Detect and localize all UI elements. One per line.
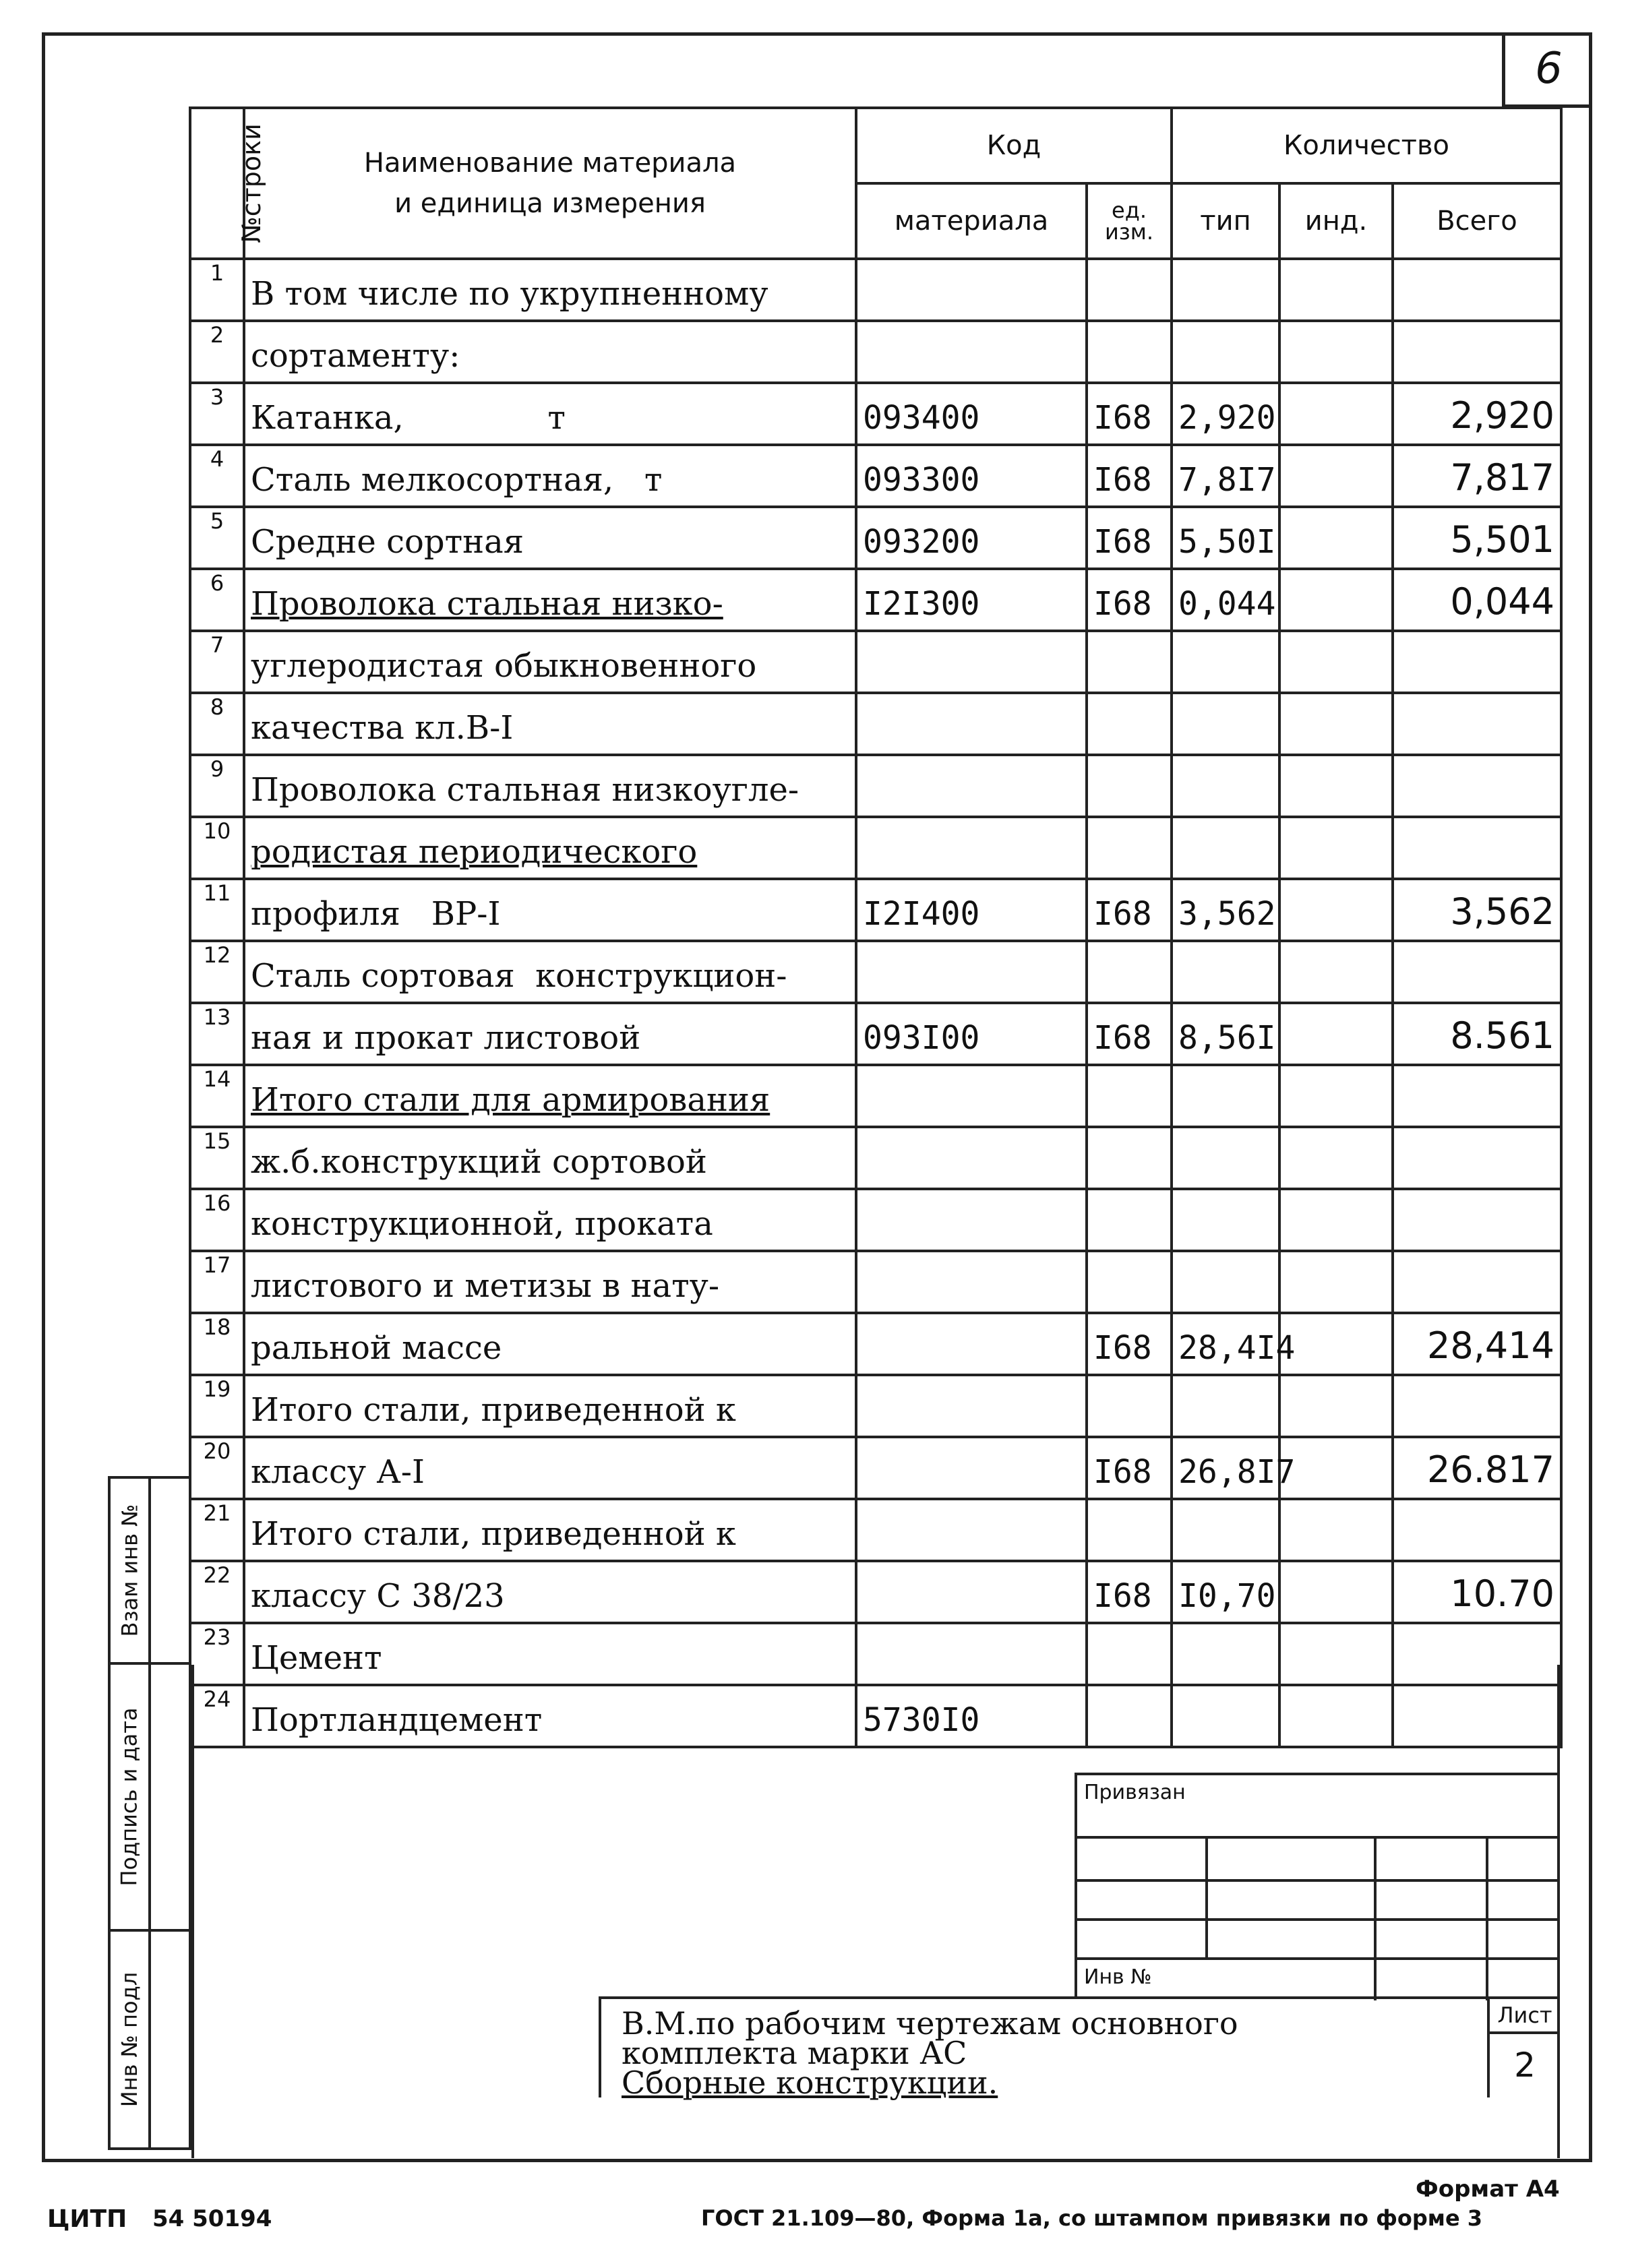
table-row: 10 родистая периодического — [190, 817, 1561, 879]
header-code-unit: ед. изм. — [1087, 183, 1172, 259]
sign-date-cell — [108, 1662, 191, 1932]
row-name: Сталь сортовая конструкцион- — [244, 941, 856, 1003]
doc-number: 54 50194 — [152, 2205, 272, 2232]
table-row: 9 Проволока стальная низкоугле- — [190, 755, 1561, 817]
table-row: 12 Сталь сортовая конструкцион- — [190, 941, 1561, 1003]
left-side-strip — [108, 1476, 191, 2150]
table-row: 15 ж.б.конструкций сортовой — [190, 1127, 1561, 1189]
table-row: 22 классу С 38/23 I68 I0,70 10.70 — [190, 1561, 1561, 1623]
row-name: Итого стали, приведенной к — [244, 1375, 856, 1437]
document-title: В.М.по рабочим чертежам основного комплекта марки АС Сборные конструкции. — [622, 2005, 1238, 2101]
table-row: 20 классу А-I I68 26,8I7 26.817 — [190, 1437, 1561, 1499]
zam-inv-cell — [108, 1476, 191, 1665]
row-name: Итого стали для армирования — [244, 1065, 856, 1127]
table-row: 11 профиля ВР-I I2I400 I68 3,562 3,562 — [190, 879, 1561, 941]
row-name: ж.б.конструкций сортовой — [244, 1127, 856, 1189]
header-row-number: №строки — [190, 108, 244, 259]
table-row: 8 качества кл.В-I — [190, 693, 1561, 755]
sign-date-label: Подпись и дата — [117, 1707, 142, 1887]
row-name: сортаменту: — [244, 321, 856, 383]
row-name: качества кл.В-I — [244, 693, 856, 755]
table-row: 24 Портландцемент 5730I0 — [190, 1685, 1561, 1747]
row-name: родистая периодического — [244, 817, 856, 879]
table-row: 17 листового и метизы в нату- — [190, 1251, 1561, 1313]
row-name: конструкционной, проката — [244, 1189, 856, 1251]
row-name: листового и метизы в нату- — [244, 1251, 856, 1313]
sheet-box — [1487, 1999, 1560, 2097]
row-name: классу С 38/23 — [244, 1561, 856, 1623]
row-name: Итого стали, приведенной к — [244, 1499, 856, 1561]
page-number: 6 — [1502, 32, 1592, 108]
inv-podl-cell — [108, 1929, 191, 2150]
binding-stamp — [1075, 1773, 1560, 1998]
table-row: 14 Итого стали для армирования — [190, 1065, 1561, 1127]
format-label: Формат А4 — [1416, 2176, 1560, 2203]
org-label: ЦИТП — [47, 2205, 127, 2233]
table-row: 13 ная и прокат листовой 093I00 I68 8,56I 8.561 — [190, 1003, 1561, 1065]
inv-podl-label: Инв № подл — [117, 1971, 143, 2108]
zam-inv-label: Взам инв № — [117, 1504, 143, 1637]
row-name: профиля ВР-I — [244, 879, 856, 941]
sheet-label: Лист — [1490, 1999, 1560, 2034]
header-qty-ind: инд. — [1279, 183, 1393, 259]
row-name: Проволока стальная низкоугле- — [244, 755, 856, 817]
row-name: Сталь мелкосортная, т — [244, 445, 856, 507]
row-name: Проволока стальная низко- — [244, 569, 856, 631]
table-row: 21 Итого стали, приведенной к — [190, 1499, 1561, 1561]
row-name: Катанка, т — [244, 383, 856, 445]
header-qty-total: Всего — [1393, 183, 1561, 259]
table-row: 18 ральной массе I68 28,4I4 28,414 — [190, 1313, 1561, 1375]
table-row: 7 углеродистая обыкновенного — [190, 631, 1561, 693]
table-row: 16 конструкционной, проката — [190, 1189, 1561, 1251]
table-row: 5 Средне сортная 093200 I68 5,50I 5,501 — [190, 507, 1561, 569]
row-name: В том числе по укрупненному — [244, 259, 856, 321]
row-name: Цемент — [244, 1623, 856, 1685]
header-qty-type: тип — [1172, 183, 1279, 259]
table-row: 23 Цемент — [190, 1623, 1561, 1685]
header-quantity: Количество — [1172, 108, 1561, 183]
header-material-name: Наименование материала и единица измерения — [244, 108, 856, 259]
table-row: 1 В том числе по укрупненному — [190, 259, 1561, 321]
title-block — [599, 1996, 1560, 2101]
stamp-attached-label: Привязан — [1084, 1781, 1186, 1804]
standard-reference: ГОСТ 21.109—80, Форма 1а, со штампом привязки по форме 3 — [701, 2205, 1483, 2231]
row-name: Портландцемент — [244, 1685, 856, 1747]
materials-table — [189, 106, 1563, 1748]
table-row: 6 Проволока стальная низко- I2I300 I68 0,044 0,044 — [190, 569, 1561, 631]
row-name: ная и прокат листовой — [244, 1003, 856, 1065]
row-name: углеродистая обыкновенного — [244, 631, 856, 693]
header-code-material: материала — [856, 183, 1087, 259]
header-code: Код — [856, 108, 1172, 183]
row-name: классу А-I — [244, 1437, 856, 1499]
sheet-number: 2 — [1514, 2046, 1536, 2085]
table-row: 4 Сталь мелкосортная, т 093300 I68 7,8I7 7,817 — [190, 445, 1561, 507]
table-row: 2 сортаменту: — [190, 321, 1561, 383]
row-name: ральной массе — [244, 1313, 856, 1375]
table-row: 3 Катанка, т 093400 I68 2,920 2,920 — [190, 383, 1561, 445]
stamp-inv-label: Инв № — [1084, 1965, 1152, 1989]
table-row: 19 Итого стали, приведенной к — [190, 1375, 1561, 1437]
row-name: Средне сортная — [244, 507, 856, 569]
